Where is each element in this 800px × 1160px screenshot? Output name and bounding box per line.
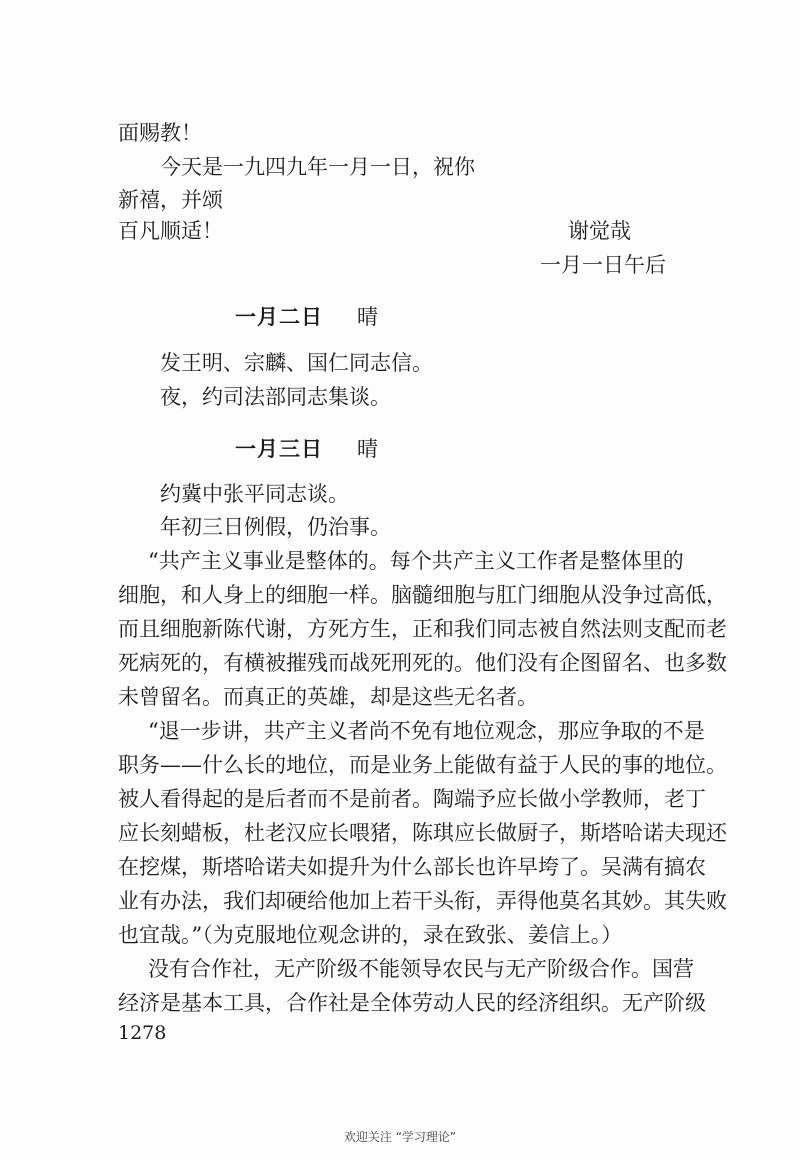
paragraph-line: 没有合作社，无产阶级不能领导农民与无产阶级合作。国营 [148,957,694,981]
signature: 谢觉哉 [568,219,631,243]
paragraph-line: 在挖煤，斯塔哈诺夫如提升为什么部长也许早垮了。吴满有搞农 [118,855,706,879]
paragraph-line: 职务——什么长的地位，而是业务上能做有益于人民的事的地位。 [118,753,727,777]
entry-line: 约冀中张平同志谈。 [160,482,349,506]
entry-heading [235,302,379,332]
entry-date: 一月三日 [235,436,323,461]
footer-note: 欢迎关注 “学习理论” [343,1130,457,1144]
entry-date: 一月二日 [235,304,323,329]
paragraph-line: 而且细胞新陈代谢，方死方生，正和我们同志被自然法则支配而老 [118,617,727,641]
letter-line: 面赐教！ [118,121,202,145]
entry-line: 年初三日例假，仍治事。 [160,515,391,539]
letter-line: 百凡顺适！ [118,219,223,243]
letter-line: 今天是一九四九年一月一日，祝你 [160,155,475,179]
entry-weather: 晴 [357,305,379,329]
paragraph-line: 也宜哉。”（为克服地位观念讲的，录在致张、姜信上。） [118,923,623,947]
entry-line: 发王明、宗麟、国仁同志信。 [160,351,433,375]
paragraph-line: 细胞，和人身上的细胞一样。脑髓细胞与肛门细胞从没争过高低， [118,583,727,607]
paragraph-line: 未曾留名。而真正的英雄，却是这些无名者。 [118,685,538,709]
paragraph-line: “退一步讲，共产主义者尚不免有地位观念，那应争取的不是 [148,719,705,743]
signed-time: 一月一日午后 [540,253,666,277]
paragraph-line: 死病死的，有横被摧残而战死刑死的。他们没有企图留名、也多数 [118,651,727,675]
entry-heading [235,434,379,464]
letter-line: 新禧，并颂 [118,188,223,212]
entry-weather: 晴 [357,437,379,461]
page-number: 1278 [118,1022,167,1044]
paragraph-line: 经济是基本工具，合作社是全体劳动人民的经济组织。无产阶级 [118,991,706,1015]
paragraph-line: 被人看得起的是后者而不是前者。陶端予应长做小学教师，老丁 [118,787,706,811]
paragraph-line: “共产主义事业是整体的。每个共产主义工作者是整体里的 [148,549,684,573]
paragraph-line: 应长刻蜡板，杜老汉应长喂猪，陈琪应长做厨子，斯塔哈诺夫现还 [118,821,727,845]
paragraph-line: 业有办法，我们却硬给他加上若干头衔，弄得他莫名其妙。其失败 [118,889,727,913]
entry-line: 夜，约司法部同志集谈。 [160,385,391,409]
